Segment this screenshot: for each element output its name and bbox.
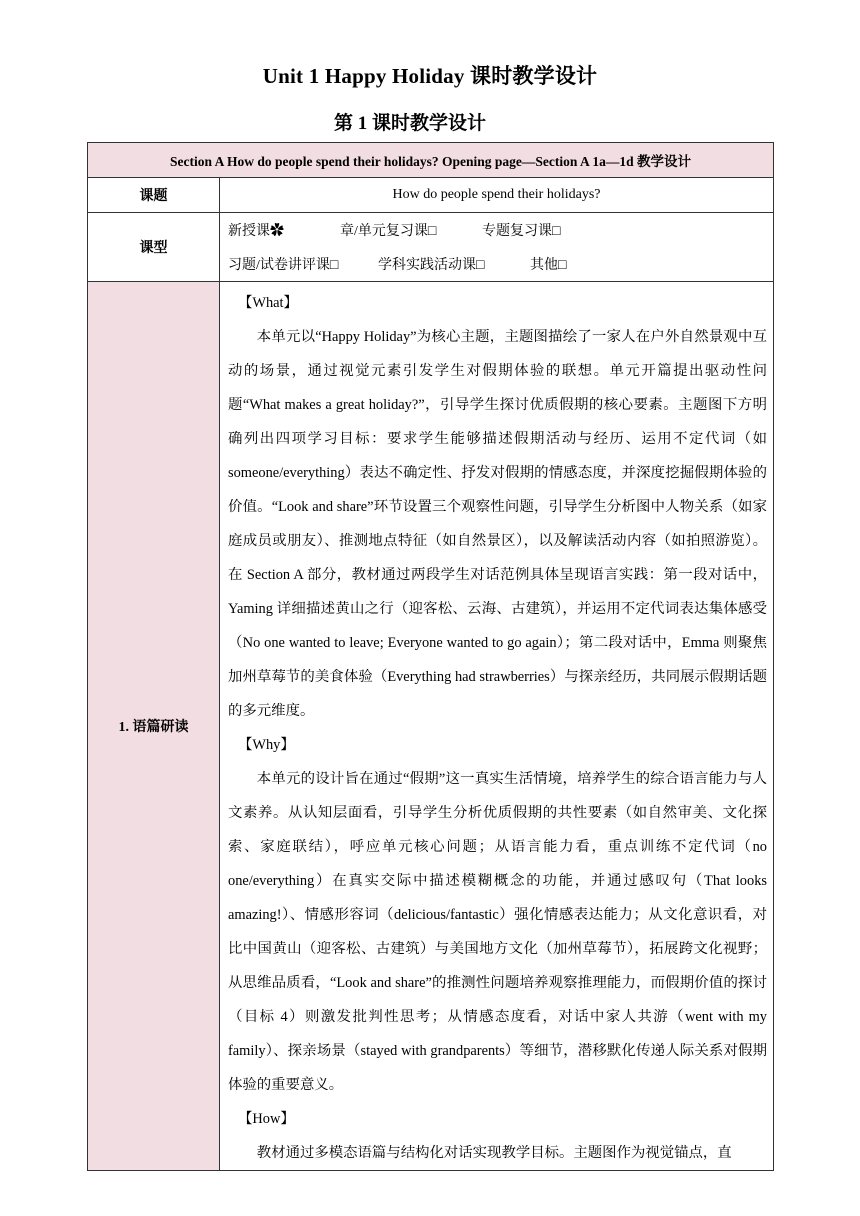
lesson-subtitle: 第 1 课时教学设计 [333, 113, 486, 134]
type-options-row-2 [228, 247, 773, 281]
analysis-row [88, 282, 774, 1171]
type-option: 习题/试卷讲评课□ [228, 258, 339, 273]
type-option: 学科实践活动课□ [378, 258, 485, 273]
type-option: 新授课✿ [228, 224, 284, 239]
what-paragraph: 本单元以“Happy Holiday”为核心主题，主题图描绘了一家人在户外自然景观中互动的场景，通过视觉元素引发学生对假期体验的联想。单元开篇提出驱动性问题“What makes a great holiday?”，引导学生探讨优质假期的核心要素。主题图下方明确列出四项学习目标：要求学生能够描述假期活动与经历、运用不定代词（如 someone/everything）表达不确定性、抒发对假期的情感态度，并深度挖掘假期体验的价值。“Look and share”环节设置三个观察性问题，引导学生分析图中人物关系（如家庭成员或朋友）、推测地点特征（如自然景区），以及解读活动内容（如拍照游览）。在 Section A 部分，教材通过两段学生对话范例具体呈现语言实践：第一段对话中，Yaming 详细描述黄山之行（迎客松、云海、古建筑），并运用不定代词表达集体感受（No one wanted to leave; Everyone wanted to go again）；第二段对话中，Emma 则聚焦加州草莓节的美食体验（Everything had strawberries）与探亲经历，共同展示假期话题的多元维度。 [228, 329, 767, 719]
document-title: Unit 1 Happy Holiday 课时教学设计 [262, 64, 598, 88]
analysis-content [220, 282, 774, 1171]
how-heading: 【How】 [238, 1111, 295, 1127]
header-row [88, 143, 774, 178]
how-paragraph: 教材通过多模态语篇与结构化对话实现教学目标。主题图作为视觉锚点，直 [256, 1145, 732, 1161]
table-header: Section A How do people spend their holidays? Opening page—Section A 1a—1d 教学设计 [88, 143, 774, 178]
type-label: 课型 [88, 213, 220, 282]
analysis-label: 1. 语篇研读 [88, 282, 220, 1171]
topic-row [88, 178, 774, 213]
why-heading: 【Why】 [238, 737, 295, 753]
type-row [88, 213, 774, 282]
type-option: 其他□ [530, 258, 567, 273]
type-option: 章/单元复习课□ [340, 224, 437, 239]
why-paragraph: 本单元的设计旨在通过“假期”这一真实生活情境，培养学生的综合语言能力与人文素养。从认知层面看，引导学生分析优质假期的共性要素（如自然审美、文化探索、家庭联结），呼应单元核心问题；从语言能力看，重点训练不定代词（no one/everything）在真实交际中描述模糊概念的功能，并通过感叹句（That looks amazing!）、情感形容词（delicious/fantastic）强化情感表达能力；从文化意识看，对比中国黄山（迎客松、古建筑）与美国地方文化（加州草莓节），拓展跨文化视野；从思维品质看，“Look and share”的推测性问题培养观察推理能力，而假期价值的探讨（目标 4）则激发批判性思考；从情感态度看，对话中家人共游（went with my family）、探亲场景（stayed with grandparents）等细节，潜移默化传递人际关系对假期体验的重要意义。 [228, 771, 767, 1093]
type-options-row-1 [228, 213, 773, 247]
topic-value: How do people spend their holidays? [220, 178, 774, 213]
what-heading: 【What】 [238, 295, 298, 311]
type-options [220, 213, 774, 282]
topic-label: 课题 [88, 178, 220, 213]
lesson-plan-table [87, 142, 774, 1171]
type-option: 专题复习课□ [482, 224, 561, 239]
